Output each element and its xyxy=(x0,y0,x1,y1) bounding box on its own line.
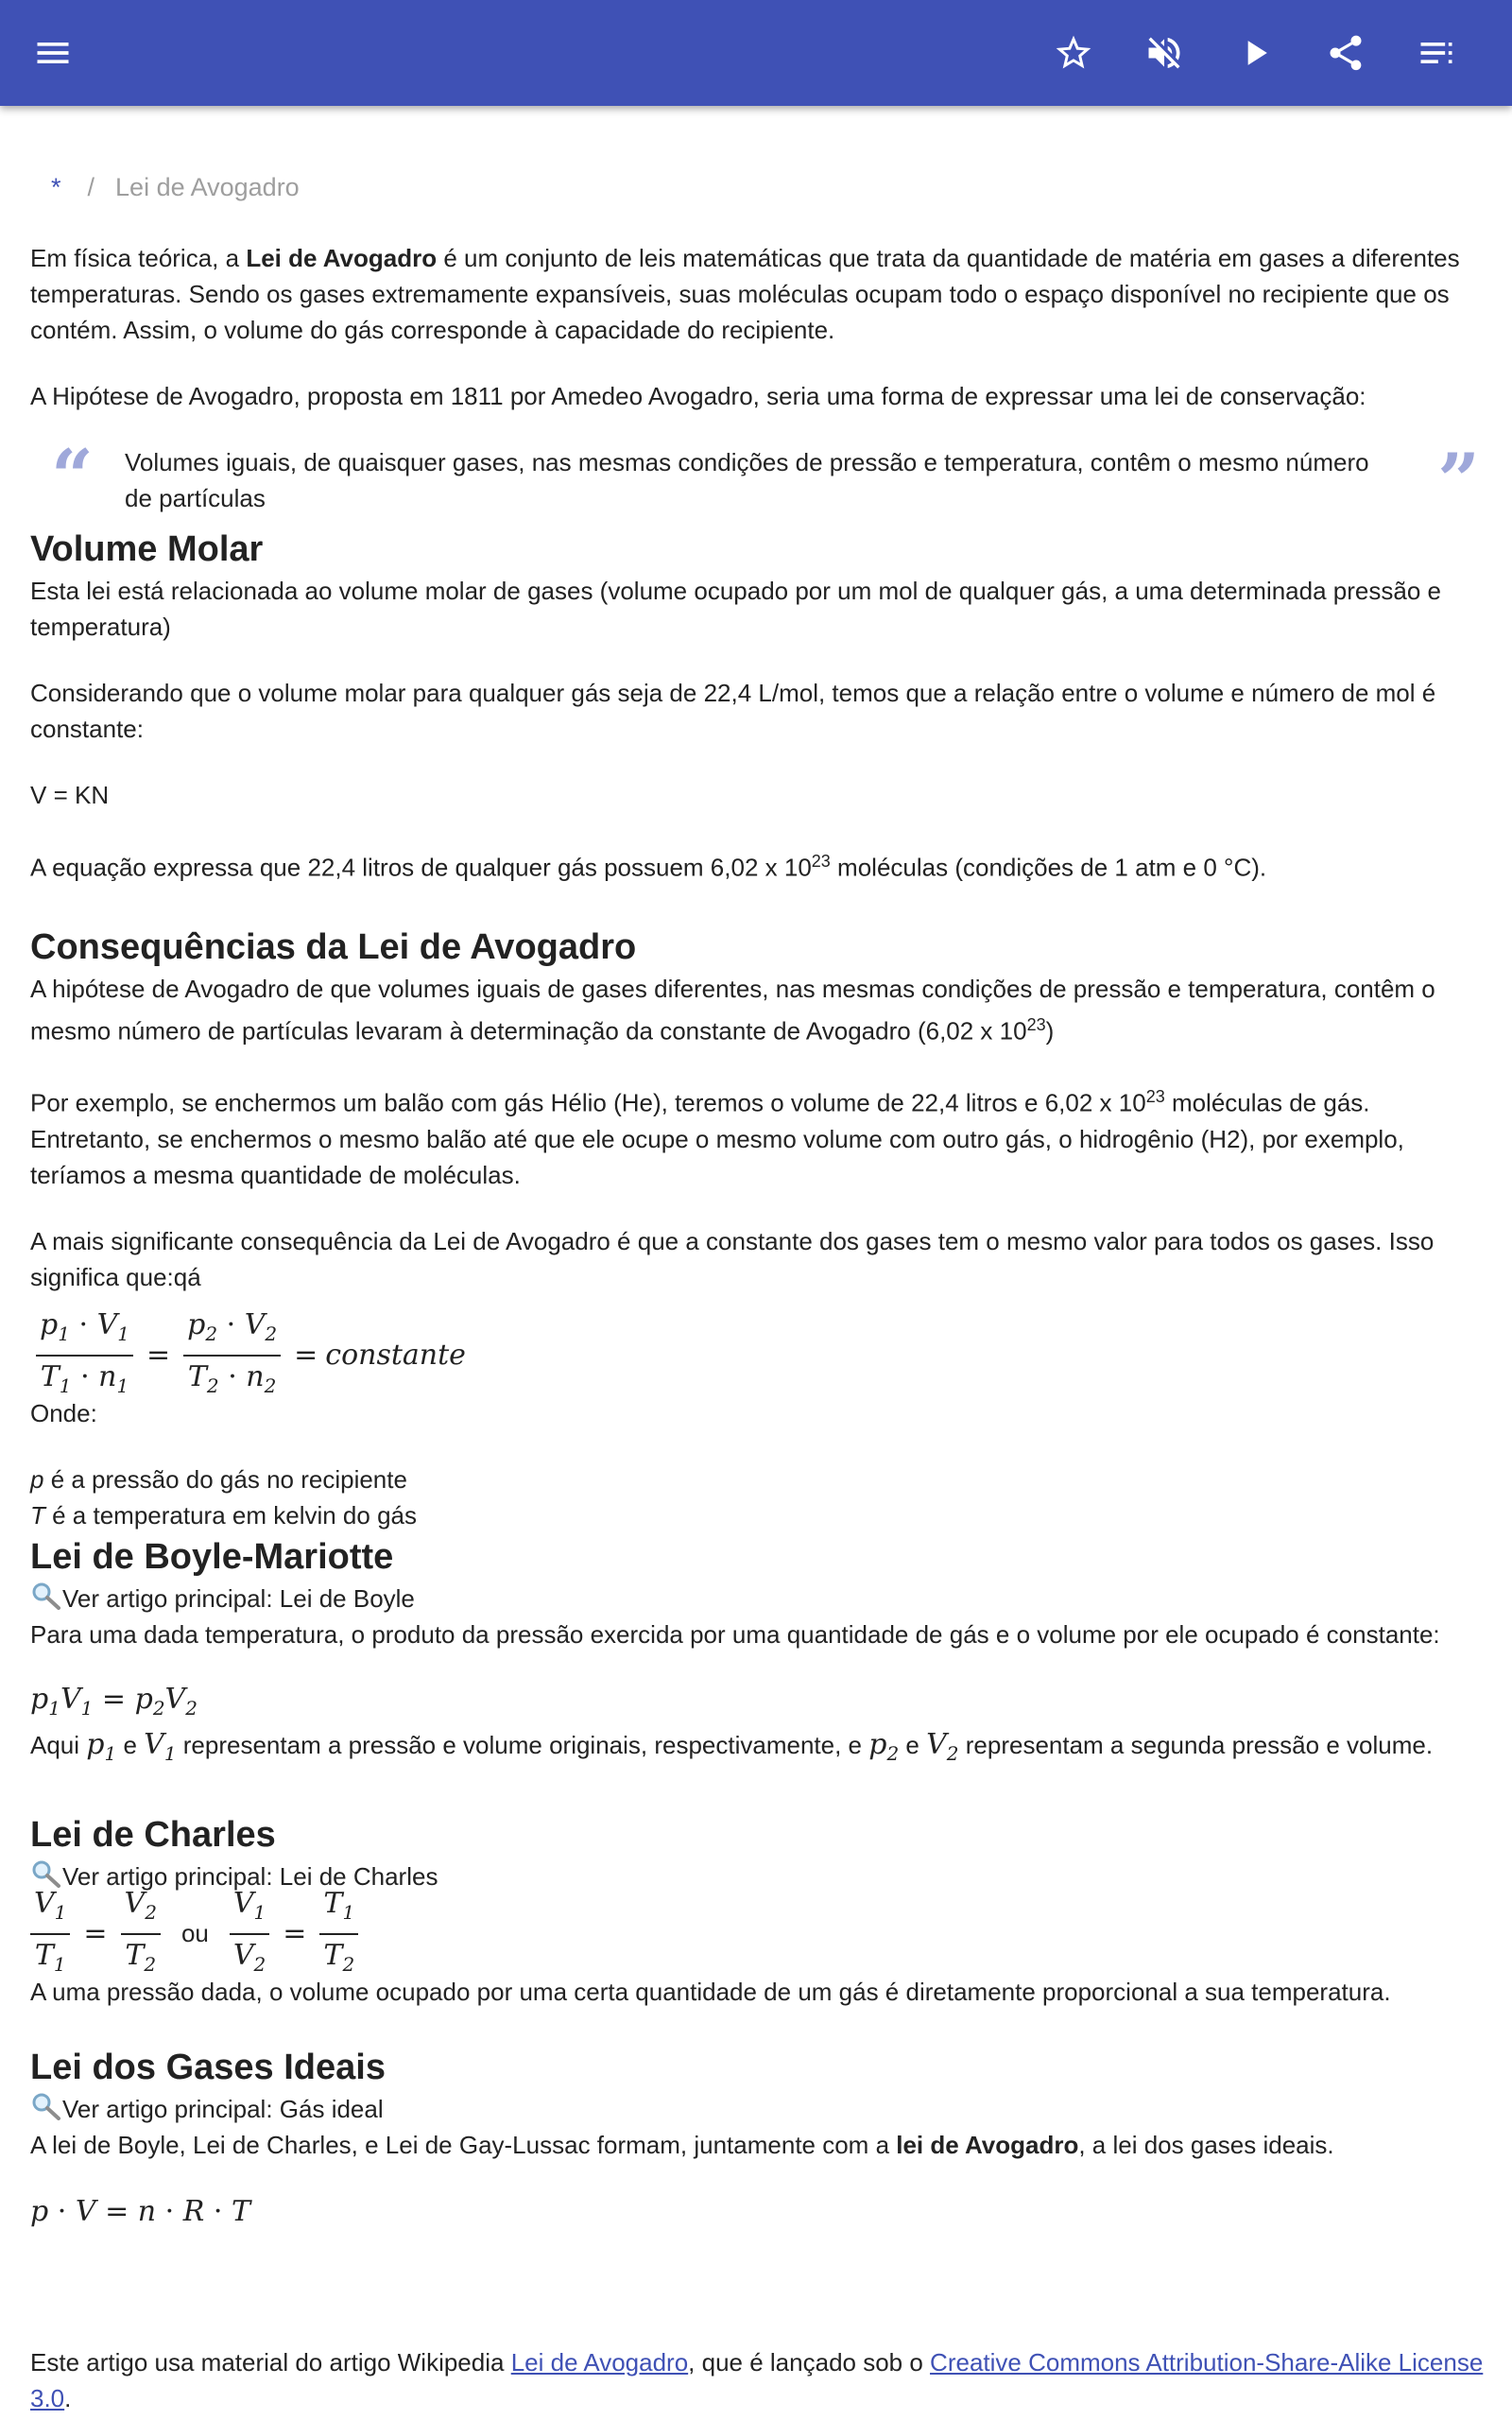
footer-attribution: Este artigo usa material do artigo Wikipedia Lei de Avogadro, que é lançado sob o Creative Commons Attribution-Share-Alike License 3.0. xyxy=(30,2347,1484,2412)
boyle-see-also[interactable]: Ver artigo principal: Lei de Boyle xyxy=(30,1581,1486,1616)
magnifier-icon xyxy=(30,2092,62,2120)
volume-molar-equation: V = KN xyxy=(30,781,110,809)
boyle-formula: $p_1V_1 = p_2V_2$ xyxy=(30,1682,198,1720)
blockquote xyxy=(30,434,1486,524)
license-link[interactable]: Creative Commons Attribution-Share-Alike License 3.0 xyxy=(30,2347,1484,2412)
quote-text: Volumes iguais, de quaisquer gases, nas mesmas condições de pressão e temperatura, contêm o mesmo número de partículas xyxy=(125,448,1369,512)
magnifier-icon xyxy=(30,1859,62,1888)
favorite-button[interactable] xyxy=(1043,23,1104,83)
play-button[interactable] xyxy=(1225,23,1285,83)
definition-p: p é a pressão do gás no recipiente xyxy=(30,1464,407,1494)
volume-molar-paragraph-4: A equação expressa que 22,4 litros de qualquer gás possuem 6,02 x $10^{23}$ moléculas (condições de 1 atm e 0 °C). xyxy=(30,852,1267,882)
section-title-consequencias: Consequências da Lei de Avogadro xyxy=(30,926,637,967)
breadcrumb-separator: / xyxy=(87,173,95,201)
section-title-ideais: Lei dos Gases Ideais xyxy=(30,2047,386,2087)
contents-button[interactable] xyxy=(1406,23,1467,83)
share-icon xyxy=(1325,32,1366,74)
wikipedia-article-link[interactable]: Lei de Avogadro xyxy=(510,2347,689,2377)
boyle-paragraph-2: Aqui $p_1$ e $V_1$ representam a pressão e volume originais, respectivamente, e $p_2$ e $V_2$ representam a segunda pressão e volume. xyxy=(30,1727,1434,1765)
volume-off-icon xyxy=(1143,32,1185,74)
mute-button[interactable] xyxy=(1134,23,1194,83)
ideais-see-also[interactable]: Ver artigo principal: Gás ideal xyxy=(30,2091,1486,2127)
breadcrumb-current: Lei de Avogadro xyxy=(115,173,300,201)
combined-gas-formula: $\frac{p_1 \cdot V_1}{T_1 \cdot n_1}$ = $\frac{p_2 \cdot V_2}{T_2 \cdot n_2}$ = constante xyxy=(30,1316,1486,1395)
menu-button[interactable] xyxy=(23,23,83,83)
charles-paragraph-1: A uma pressão dada, o volume ocupado por uma certa quantidade de um gás é diretamente proporcional a sua temperatura. xyxy=(30,1977,1391,2006)
volume-molar-paragraph-2: Considerando que o volume molar para qualquer gás seja de 22,4 L/mol, temos que a relação entre o volume e número de mol é constante: xyxy=(30,679,1436,743)
hypothesis-paragraph: A Hipótese de Avogadro, proposta em 1811 por Amedeo Avogadro, seria uma forma de expressar uma lei de conservação: xyxy=(30,382,1366,410)
intro-bold: Lei de Avogadro xyxy=(246,244,438,272)
menu-icon xyxy=(32,32,74,74)
boyle-paragraph-1: Para uma dada temperatura, o produto da pressão exercida por uma quantidade de gás e o volume por ele ocupado é constante: xyxy=(30,1619,1440,1649)
consequencias-paragraph-1: A hipótese de Avogadro de que volumes iguais de gases diferentes, nas mesmas condições de pressão e temperatura, contêm o mesmo número de partículas levaram à determinação da constante de Avogadro (6,02 x $10^{23}$) xyxy=(30,974,1435,1046)
magnifier-icon xyxy=(30,1582,62,1610)
ideal-gas-formula: p · V = n · R · T xyxy=(30,2194,250,2228)
playlist-icon xyxy=(1416,32,1457,74)
definition-t: T é a temperatura em kelvin do gás xyxy=(30,1500,417,1530)
quote-open-icon: “ xyxy=(51,434,94,520)
section-title-charles: Lei de Charles xyxy=(30,1814,276,1855)
consequencias-paragraph-3: A mais significante consequência da Lei de Avogadro é que a constante dos gases tem o mesmo valor para todos os gases. Isso significa que:qá xyxy=(30,1226,1435,1291)
intro-paragraph: Em física teórica, a Lei de Avogadro é um conjunto de leis matemáticas que trata da quantidade de matéria em gases a diferentes temperaturas. Sendo os gases extremamente expansíveis, suas moléculas ocupam todo o espaço disponível no recipiente que os contém. Assim, o volume do gás corresponde à capacidade do recipiente. xyxy=(30,244,1460,344)
consequencias-paragraph-2: Por exemplo, se enchermos um balão com gás Hélio (He), teremos o volume de 22,4 litros e 6,02 x $10^{23}$ moléculas de gás. Entretanto, se enchermos o mesmo balão até que ele ocupe o mesmo volume com outro gás, o hidrogênio (H2), por exemplo, teríamos a mesma quantidade de moléculas. xyxy=(30,1087,1404,1189)
article-content xyxy=(30,106,1486,2416)
section-title-boyle: Lei de Boyle-Mariotte xyxy=(30,1536,394,1577)
ideais-paragraph-1: A lei de Boyle, Lei de Charles, e Lei de Gay-Lussac formam, juntamente com a lei de Avogadro, a lei dos gases ideais. xyxy=(30,2130,1334,2159)
quote-close-icon: ” xyxy=(1437,438,1480,524)
share-button[interactable] xyxy=(1315,23,1376,83)
onde-label: Onde: xyxy=(30,1398,97,1427)
charles-see-also[interactable]: Ver artigo principal: Lei de Charles xyxy=(30,1858,1486,1894)
charles-formula: $\frac{V_1}{T_1}$ = $\frac{V_2}{T_2}$ ou $\frac{V_1}{V_2}$ = $\frac{T_1}{T_2}$ xyxy=(30,1894,1486,1974)
volume-molar-paragraph-1: Esta lei está relacionada ao volume molar de gases (volume ocupado por um mol de qualquer gás, a uma determinada pressão e temperatura) xyxy=(30,577,1441,641)
star-outline-icon xyxy=(1053,32,1094,74)
section-title-volume-molar: Volume Molar xyxy=(30,529,264,569)
breadcrumb-home-link[interactable]: * xyxy=(51,173,61,201)
play-icon xyxy=(1234,32,1276,74)
app-bar xyxy=(0,0,1512,106)
